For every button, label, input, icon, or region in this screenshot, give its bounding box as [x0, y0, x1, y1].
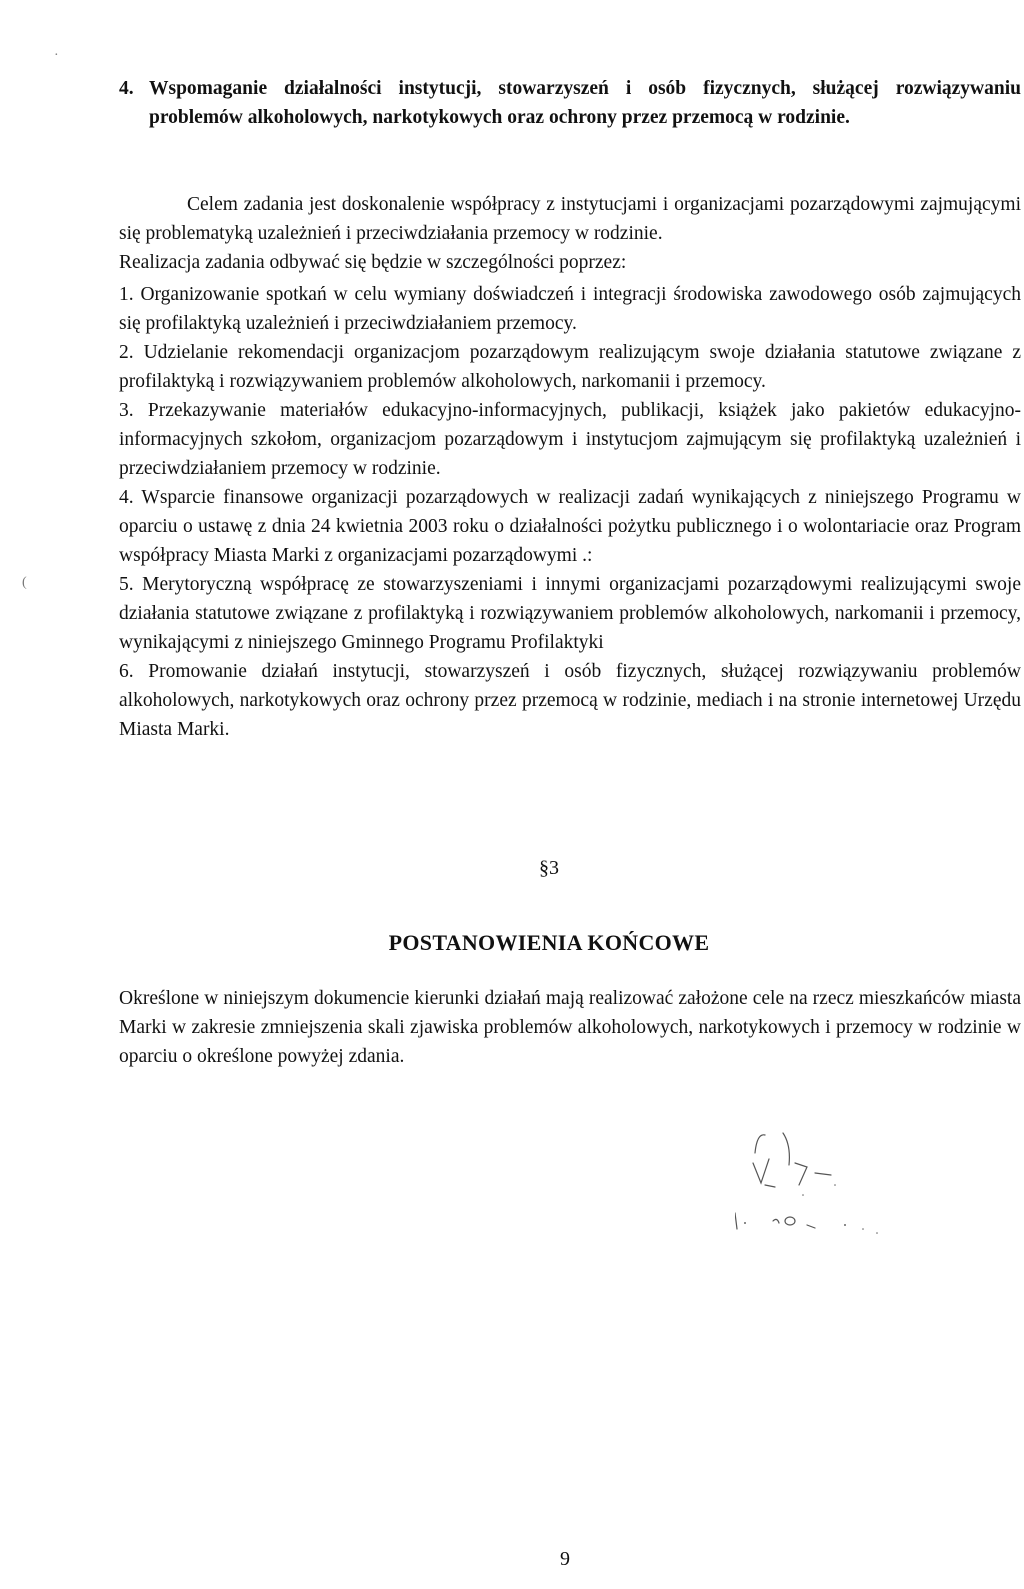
section-number: 4. [119, 78, 134, 99]
realization-lead: Realizacja zadania odbywać się będzie w szczególności poprzez: [119, 252, 627, 273]
final-heading: POSTANOWIENIA KOŃCOWE [388, 930, 710, 955]
list-item-6: 6. Promowanie działań instytucji, stowarzyszeń i osób fizycznych, służącej rozwiązywaniu problemów alkoholowych, narkotykowych oraz ochrony przez przemocą w rodzinie, mediach i na stronie internetowej Urzędu Miasta Marki. [119, 661, 1021, 740]
scan-mark-left: ( [22, 575, 27, 590]
list-item-1: 1. Organizowanie spotkań w celu wymiany doświadczeń i integracji środowiska zawodowego osób zajmujących się profilaktyką uzależnień i przeciwdziałaniem przemocy. [119, 284, 1021, 334]
final-section [119, 984, 1021, 1071]
list-item-4: 4. Wsparcie finansowe organizacji pozarządowych w realizacji zadań wynikających z niniejszego Programu w oparciu o ustawę z dnia 24 kwietnia 2003 roku o działalności pożytku publicznego i o wolontariacie oraz Program współpracy Miasta Marki z organizacjami pozarządowymi .: [119, 487, 1021, 566]
list-item-5: 5. Merytoryczną współpracę ze stowarzyszeniami i innymi organizacjami pozarządowymi realizującymi swoje działania statutowe związane z profilaktyką i rozwiązywaniem problemów alkoholowych, narkomanii i przemocy, wynikającymi z niniejszego Gminnego Programu Profilaktyki [119, 574, 1021, 653]
signature-scribble [735, 1125, 895, 1235]
section-body [119, 190, 1021, 744]
list-item-2: 2. Udzielanie rekomendacji organizacjom pozarządowym realizującym swoje działania statutowe związane z profilaktyką i rozwiązywaniem problemów alkoholowych, narkomanii i przemocy. [119, 342, 1021, 392]
section-heading [119, 74, 1021, 132]
section-title: Wspomaganie działalności instytucji, stowarzyszeń i osób fizycznych, służącej rozwiązywaniu problemów alkoholowych, narkotykowych oraz ochrony przez przemocą w rodzinie. [149, 78, 1021, 128]
intro-paragraph: Celem zadania jest doskonalenie współpracy z instytucjami i organizacjami pozarządowymi zajmującymi się problematyką uzależnień i przeciwdziałania przemocy w rodzinie. [119, 194, 1021, 244]
paragraph-symbol: §3 [539, 857, 559, 879]
final-paragraph: Określone w niniejszym dokumencie kierunki działań mają realizować założone cele na rzecz mieszkańców miasta Marki w zakresie zmniejszenia skali zjawiska problemów alkoholowych, narkotykowych i przemocy w rodzinie w oparciu o określone powyżej zdania. [119, 988, 1021, 1067]
page-number: 9 [560, 1548, 570, 1570]
scan-mark-top: · [54, 48, 59, 63]
list-item-3: 3. Przekazywanie materiałów edukacyjno-informacyjnych, publikacji, książek jako pakietów edukacyjno-informacyjnych szkołom, organizacjom pozarządowym i instytucjom zajmującym się profilaktyką uzależnień i przeciwdziałaniem przemocy w rodzinie. [119, 400, 1021, 479]
